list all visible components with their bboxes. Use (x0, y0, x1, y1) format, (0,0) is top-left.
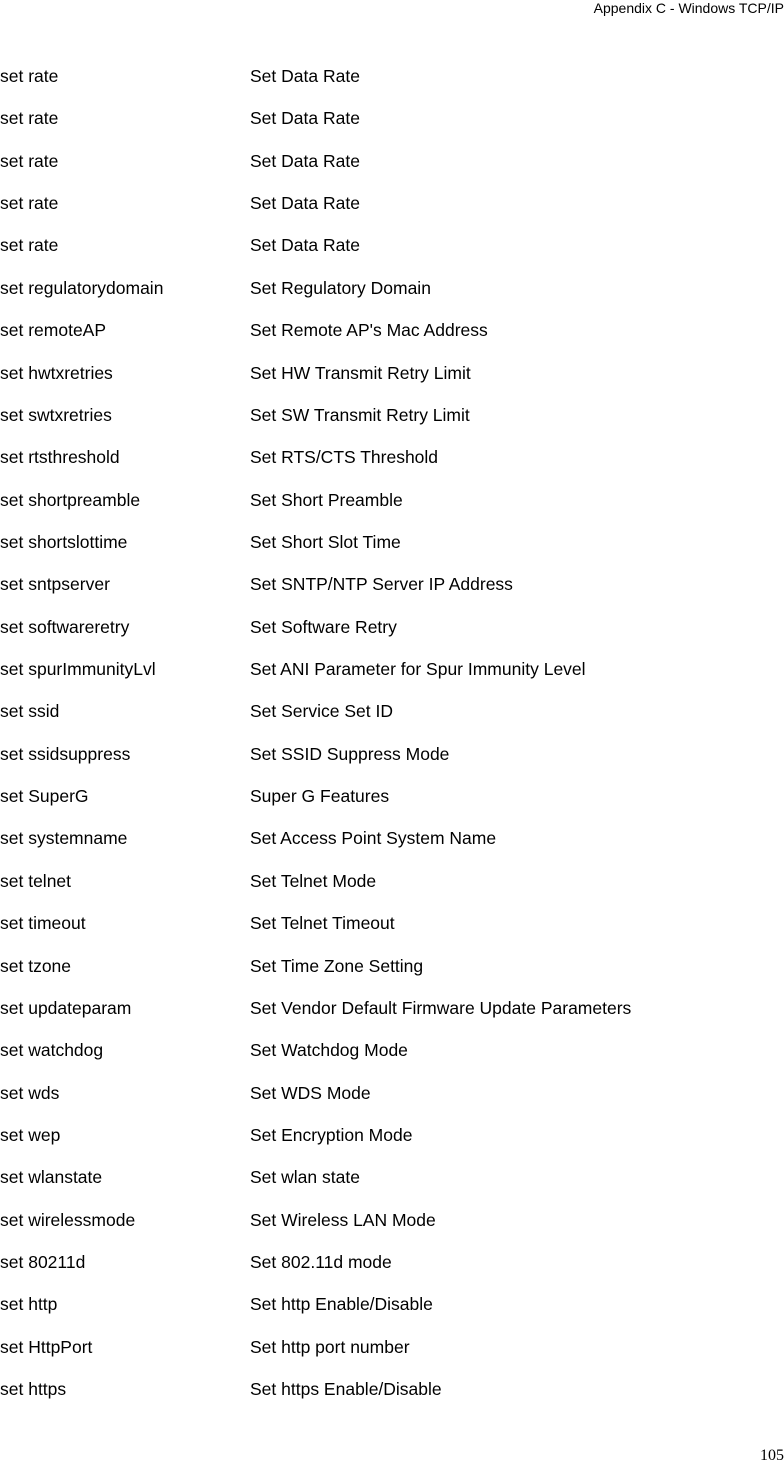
command-description: Set SSID Suppress Mode (250, 743, 450, 764)
command-row (0, 869, 784, 911)
command-row (0, 106, 784, 148)
command-name: set ssidsuppress (0, 743, 131, 764)
command-name: set regulatorydomain (0, 277, 164, 298)
command-description: Set Access Point System Name (250, 828, 497, 849)
command-name: set tzone (0, 955, 72, 976)
command-row (0, 318, 784, 360)
command-row (0, 1208, 784, 1250)
command-description: Set Data Rate (250, 108, 360, 129)
command-row (0, 488, 784, 530)
command-name: set ssid (0, 701, 60, 722)
command-name: set rate (0, 150, 59, 171)
command-description: Set Short Slot Time (250, 531, 401, 552)
command-row (0, 149, 784, 191)
command-description: Set Service Set ID (250, 701, 393, 722)
command-name: set wlanstate (0, 1167, 103, 1188)
command-row (0, 1377, 784, 1419)
command-name: set https (0, 1379, 67, 1400)
command-name: set remoteAP (0, 320, 107, 341)
command-description: Set Data Rate (250, 193, 360, 214)
command-row (0, 1038, 784, 1080)
command-name: set rate (0, 235, 59, 256)
command-name: set telnet (0, 870, 72, 891)
command-name: set wds (0, 1082, 60, 1103)
page-number: 105 (760, 1447, 784, 1464)
command-row (0, 742, 784, 784)
command-row (0, 276, 784, 318)
command-row (0, 233, 784, 275)
command-row (0, 996, 784, 1038)
command-description: Set Data Rate (250, 66, 360, 86)
command-row (0, 1165, 784, 1207)
command-row (0, 1292, 784, 1334)
command-name: set wep (0, 1124, 61, 1145)
command-description: Set HW Transmit Retry Limit (250, 362, 471, 383)
command-description: Set Software Retry (250, 616, 397, 637)
command-name: set rtsthreshold (0, 447, 120, 468)
command-row (0, 1335, 784, 1377)
command-description: Set SW Transmit Retry Limit (250, 404, 470, 425)
command-description: Set Encryption Mode (250, 1124, 413, 1145)
command-description: Set WDS Mode (250, 1082, 371, 1103)
command-name: set HttpPort (0, 1336, 93, 1357)
command-name: set rate (0, 108, 59, 129)
command-description: Set Regulatory Domain (250, 277, 431, 298)
command-row (0, 699, 784, 741)
command-row (0, 826, 784, 868)
command-description: Set ANI Parameter for Spur Immunity Level (250, 659, 586, 680)
command-description: Set wlan state (250, 1167, 360, 1188)
command-row (0, 911, 784, 953)
command-name: set 80211d (0, 1252, 86, 1273)
command-description: Set Remote AP's Mac Address (250, 320, 488, 341)
command-name: set shortpreamble (0, 489, 141, 510)
command-description: Super G Features (250, 786, 390, 807)
command-row (0, 572, 784, 614)
command-row (0, 615, 784, 657)
page-header: Appendix C - Windows TCP/IP (593, 0, 784, 16)
command-name: set http (0, 1294, 58, 1315)
command-name: set watchdog (0, 1040, 104, 1061)
command-name: set rate (0, 193, 59, 214)
command-row (0, 445, 784, 487)
command-row (0, 1250, 784, 1292)
command-description: Set RTS/CTS Threshold (250, 447, 439, 468)
command-row (0, 530, 784, 572)
command-description: Set 802.11d mode (250, 1252, 392, 1273)
command-description: Set Short Preamble (250, 489, 403, 510)
command-name: set softwareretry (0, 616, 130, 637)
command-row (0, 191, 784, 233)
command-description: Set Vendor Default Firmware Update Parameters (250, 997, 632, 1018)
command-description: Set Telnet Timeout (250, 913, 395, 934)
command-description: Set Data Rate (250, 150, 360, 171)
command-name: set rate (0, 66, 59, 86)
command-name: set systemname (0, 828, 128, 849)
command-name: set SuperG (0, 786, 89, 807)
command-table (0, 64, 784, 1420)
command-description: Set Telnet Mode (250, 870, 377, 891)
command-row (0, 403, 784, 445)
command-description: Set Wireless LAN Mode (250, 1209, 436, 1230)
command-row (0, 64, 784, 106)
command-row (0, 1081, 784, 1123)
command-name: set swtxretries (0, 404, 112, 425)
command-row (0, 784, 784, 826)
command-description: Set Time Zone Setting (250, 955, 424, 976)
command-description: Set Watchdog Mode (250, 1040, 408, 1061)
command-description: Set SNTP/NTP Server IP Address (250, 574, 513, 595)
command-name: set timeout (0, 913, 86, 934)
command-name: set sntpserver (0, 574, 110, 595)
command-name: set hwtxretries (0, 362, 113, 383)
command-description: Set http Enable/Disable (250, 1294, 433, 1315)
command-name: set updateparam (0, 997, 132, 1018)
command-row (0, 954, 784, 996)
command-name: set shortslottime (0, 531, 128, 552)
command-description: Set http port number (250, 1336, 410, 1357)
command-name: set spurImmunityLvl (0, 659, 156, 680)
command-row (0, 1123, 784, 1165)
command-name: set wirelessmode (0, 1209, 136, 1230)
command-row (0, 361, 784, 403)
command-description: Set https Enable/Disable (250, 1379, 442, 1400)
command-description: Set Data Rate (250, 235, 360, 256)
command-row (0, 657, 784, 699)
